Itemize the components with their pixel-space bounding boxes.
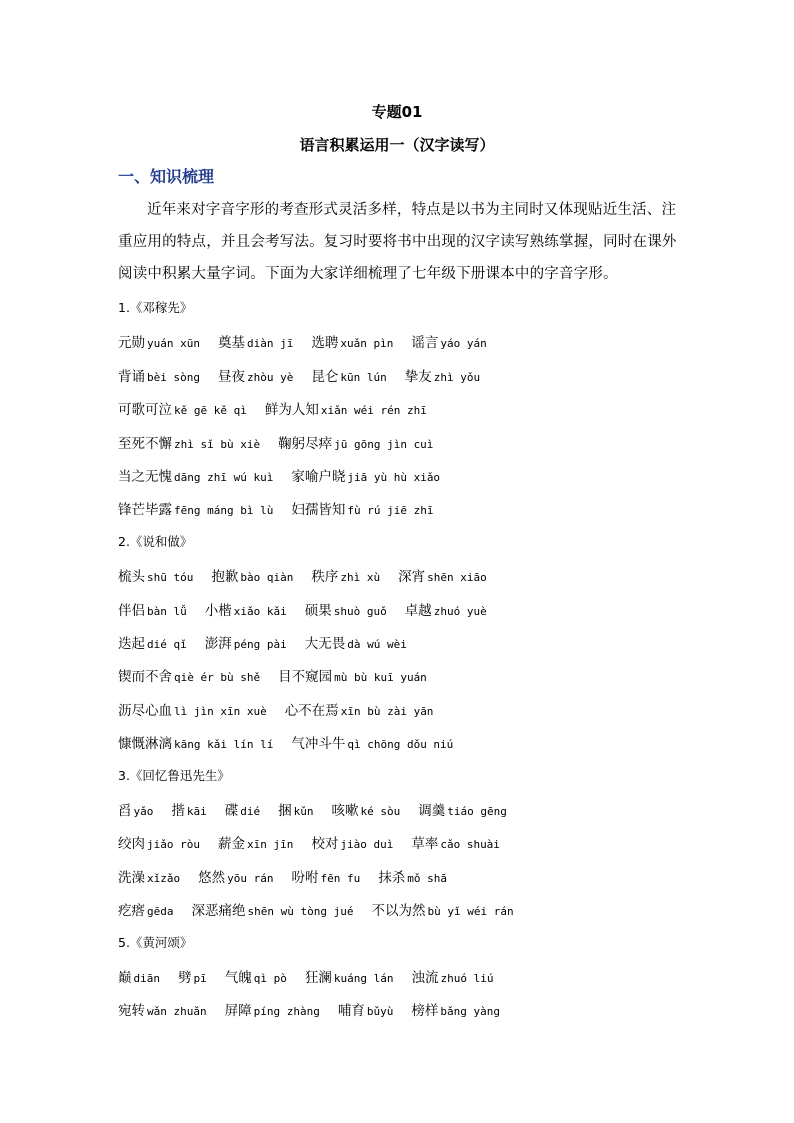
vocab-pinyin: qiè ér bù shě <box>174 671 261 685</box>
vocab-item <box>411 832 500 852</box>
vocab-pinyin: jiào duì <box>340 838 394 852</box>
vocab-pinyin: bù yǐ wéi rán <box>427 905 514 919</box>
vocab-word: 劈 <box>178 970 192 986</box>
vocab-word: 选聘 <box>311 335 339 352</box>
vocab-word: 当之无愧 <box>118 469 172 485</box>
vocab-word: 秩序 <box>311 569 339 586</box>
vocab-word: 谣言 <box>411 335 439 352</box>
vocab-pinyin: qì pò <box>253 972 287 985</box>
vocab-item <box>285 699 434 719</box>
vocab-word: 家喻户晓 <box>291 469 346 485</box>
vocab-pinyin: yáo yán <box>440 337 487 351</box>
vocab-item <box>118 799 153 819</box>
vocab-pinyin: zhì sǐ bù xiè <box>174 437 261 451</box>
vocab-pinyin: zhuó liú <box>440 972 494 985</box>
vocab-word: 悠然 <box>198 869 226 886</box>
vocab-pinyin: zhì yǒu <box>433 370 481 384</box>
vocab-pinyin: bèi sòng <box>147 370 200 384</box>
vocab-pinyin: fēng máng bì lù <box>174 504 274 518</box>
vocab-word: 碟 <box>224 803 239 819</box>
vocab-word: 挚友 <box>404 368 432 385</box>
vocab-pinyin: kě gē kě qì <box>174 404 247 418</box>
vocab-row <box>118 832 518 854</box>
document-subtitle: 语言积累运用一（汉字读写） <box>299 136 495 154</box>
vocab-word: 心不在焉 <box>284 702 339 719</box>
vocab-pinyin: xīn bù zài yān <box>340 704 434 718</box>
vocab-word: 气魄 <box>224 970 252 986</box>
vocab-row <box>118 799 525 821</box>
vocab-word: 昼夜 <box>217 368 245 385</box>
vocab-row <box>118 498 451 520</box>
vocab-item <box>411 999 500 1019</box>
vocab-word: 昆仑 <box>311 368 339 385</box>
vocab-word: 迭起 <box>118 636 145 652</box>
vocab-item <box>278 432 433 452</box>
vocab-pinyin: zhòu yè <box>246 370 294 384</box>
vocab-pinyin: kuáng lán <box>333 972 394 985</box>
vocab-row <box>118 465 458 487</box>
vocab-pinyin: xuǎn pìn <box>340 337 394 351</box>
vocab-pinyin: shuò guǒ <box>333 604 387 618</box>
vocab-pinyin: dà wú wèi <box>347 638 407 651</box>
vocab-word: 吩咐 <box>291 869 319 886</box>
vocab-item <box>332 799 401 819</box>
lesson-heading: 2.《说和做》 <box>118 533 193 549</box>
vocab-pinyin: pī <box>193 972 207 985</box>
vocab-pinyin: ké sòu <box>360 805 401 818</box>
vocab-pinyin: tiáo gēng <box>447 805 507 818</box>
vocab-word: 洗澡 <box>118 869 145 886</box>
vocab-word: 元勋 <box>118 335 145 352</box>
vocab-pinyin: yuán xūn <box>147 337 200 351</box>
vocab-pinyin: jiā yù hù xiǎo <box>347 471 441 484</box>
vocab-item <box>118 899 174 919</box>
vocab-word: 沥尽心血 <box>118 702 172 719</box>
vocab-word: 榜样 <box>411 1003 439 1020</box>
vocab-item <box>118 866 180 886</box>
vocab-item <box>118 331 200 351</box>
lesson-heading: 5.《黄河颂》 <box>118 934 193 950</box>
vocab-pinyin: jiǎo ròu <box>147 838 200 852</box>
vocab-item <box>218 365 293 385</box>
vocab-word: 薪金 <box>217 836 245 853</box>
vocab-word: 屏障 <box>224 1003 252 1020</box>
vocab-pinyin: wǎn zhuǎn <box>147 1005 207 1019</box>
vocab-item <box>291 866 360 886</box>
vocab-word: 澎湃 <box>204 636 232 652</box>
vocab-item <box>311 565 380 585</box>
vocab-word: 鲜为人知 <box>264 402 319 419</box>
vocab-word: 抹杀 <box>378 869 406 886</box>
vocab-item <box>118 832 200 852</box>
vocab-row <box>118 665 445 687</box>
vocab-pinyin: dié <box>240 805 261 818</box>
vocab-item <box>291 498 433 518</box>
vocab-item <box>211 565 293 585</box>
vocab-word: 慷慨淋漓 <box>118 736 172 753</box>
vocab-item <box>118 966 160 986</box>
vocab-item <box>418 799 507 819</box>
vocab-row <box>118 331 505 353</box>
vocab-row <box>118 966 511 988</box>
vocab-item <box>405 365 480 385</box>
vocab-item <box>305 599 387 619</box>
vocab-item <box>278 799 313 819</box>
vocab-item <box>118 565 193 585</box>
vocab-pinyin: zhì xù <box>340 571 381 585</box>
vocab-item <box>305 966 394 986</box>
vocab-pinyin: píng zhàng <box>253 1005 320 1019</box>
vocab-item <box>198 866 273 886</box>
vocab-word: 不以为然 <box>371 903 426 920</box>
vocab-pinyin: shēn xiāo <box>427 571 487 585</box>
vocab-item <box>118 465 273 485</box>
vocab-item <box>291 465 440 485</box>
vocab-word: 捆 <box>278 803 292 819</box>
vocab-word: 伴侣 <box>118 602 145 619</box>
vocab-item <box>118 632 187 652</box>
intro-paragraph: 近年来对字音字形的考查形式灵活多样，特点是以书为主同时又体现贴近生活、注重应用的特点，并且会考写法。复习时要将书中出现的汉字读写熟练掌握，同时在课外阅读中积累大量字词。下面为大家详细梳理了七年级下册课本中的字音字形。 <box>118 202 677 282</box>
vocab-pinyin: fù rú jiē zhī <box>347 504 434 518</box>
vocab-item <box>205 632 287 652</box>
vocab-row <box>118 699 451 721</box>
vocab-pinyin: gēda <box>147 905 174 919</box>
vocab-pinyin: qì chōng dǒu niú <box>347 738 454 752</box>
vocab-row <box>118 866 465 888</box>
vocab-word: 狂澜 <box>304 970 332 986</box>
vocab-item <box>118 732 273 752</box>
vocab-item <box>118 699 267 719</box>
vocab-word: 妇孺皆知 <box>291 502 346 519</box>
vocab-word: 奠基 <box>217 335 245 352</box>
vocab-item <box>192 899 354 919</box>
vocab-pinyin: dié qǐ <box>147 638 187 651</box>
vocab-item <box>171 799 206 819</box>
vocab-pinyin: kūn lún <box>340 370 387 384</box>
vocab-pinyin: diàn jī <box>246 337 294 351</box>
vocab-pinyin: yǎo <box>133 805 154 818</box>
vocab-item <box>338 999 394 1019</box>
vocab-item <box>311 331 393 351</box>
vocab-pinyin: xīn jīn <box>246 838 294 852</box>
vocab-row <box>118 432 451 454</box>
vocab-word: 调羹 <box>418 803 446 819</box>
vocab-pinyin: shēn wù tòng jué <box>247 905 354 919</box>
vocab-word: 深恶痛绝 <box>191 903 246 920</box>
vocab-item <box>205 599 287 619</box>
vocab-row <box>118 599 505 621</box>
vocab-pinyin: mǒ shā <box>407 871 447 885</box>
vocab-word: 锲而不舍 <box>118 669 172 686</box>
vocab-word: 哺育 <box>337 1003 365 1020</box>
vocab-word: 气冲斗牛 <box>291 736 346 753</box>
vocab-row <box>118 365 498 387</box>
vocab-pinyin: kǔn <box>293 805 314 818</box>
vocab-word: 梳头 <box>118 569 145 586</box>
vocab-item <box>118 599 187 619</box>
vocab-pinyin: bǔyù <box>366 1005 394 1019</box>
vocab-item <box>118 432 260 452</box>
vocab-row <box>118 565 505 587</box>
vocab-item <box>118 498 273 518</box>
vocab-pinyin: jū gōng jìn cuì <box>334 437 434 451</box>
vocab-item <box>398 565 487 585</box>
vocab-word: 目不窥园 <box>278 669 333 686</box>
vocab-item <box>118 398 247 418</box>
vocab-item <box>405 599 487 619</box>
vocab-word: 小楷 <box>204 602 232 619</box>
document-title: 专题01 <box>371 103 423 121</box>
lesson-heading: 1.《邓稼先》 <box>118 300 193 315</box>
vocab-pinyin: bào qiàn <box>240 571 294 585</box>
vocab-item <box>311 365 386 385</box>
vocab-pinyin: diān <box>133 972 160 985</box>
vocab-item <box>218 331 293 351</box>
vocab-item <box>411 966 493 986</box>
vocab-word: 揩 <box>171 803 185 819</box>
vocab-word: 浊流 <box>411 970 439 986</box>
vocab-word: 可歌可泣 <box>118 402 172 419</box>
vocab-item <box>225 799 260 819</box>
vocab-item <box>218 832 293 852</box>
vocab-row <box>118 999 518 1021</box>
vocab-pinyin: kāi <box>186 805 207 818</box>
vocab-word: 鞠躬尽瘁 <box>278 435 333 452</box>
lesson-heading: 3.《回忆鲁迅先生》 <box>118 767 230 783</box>
vocab-pinyin: bàn lǚ <box>147 604 187 618</box>
vocab-item <box>118 365 200 385</box>
vocab-row <box>118 632 425 654</box>
vocab-pinyin: cǎo shuài <box>440 838 500 852</box>
vocab-word: 草率 <box>411 836 439 853</box>
vocab-word: 硕果 <box>304 602 332 619</box>
vocab-word: 卓越 <box>404 602 432 619</box>
vocab-item <box>265 398 427 418</box>
vocab-item <box>378 866 447 886</box>
vocab-word: 背诵 <box>118 368 145 385</box>
vocab-word: 抱歉 <box>211 569 239 586</box>
vocab-row <box>118 398 445 420</box>
vocab-word: 至死不懈 <box>118 435 172 452</box>
vocab-pinyin: péng pài <box>233 638 287 651</box>
vocab-pinyin: lì jìn xīn xuè <box>174 704 267 718</box>
vocab-pinyin: xǐzǎo <box>147 871 181 885</box>
vocab-item <box>411 331 486 351</box>
vocab-word: 大无畏 <box>304 636 346 652</box>
vocab-pinyin: zhuó yuè <box>433 604 487 618</box>
vocab-word: 舀 <box>118 803 132 819</box>
section-title: 一、知识梳理 <box>118 167 215 186</box>
vocab-item <box>311 832 393 852</box>
vocab-pinyin: shū tóu <box>147 571 194 585</box>
vocab-pinyin: xiǎn wéi rén zhī <box>320 404 427 418</box>
vocab-pinyin: yōu rán <box>227 871 274 885</box>
vocab-item <box>278 665 427 685</box>
vocab-item <box>291 732 453 752</box>
vocab-pinyin: bǎng yàng <box>440 1005 500 1019</box>
vocab-word: 疙瘩 <box>118 903 145 920</box>
vocab-word: 校对 <box>311 836 339 853</box>
vocab-item <box>371 899 513 919</box>
vocab-word: 咳嗽 <box>331 803 359 819</box>
vocab-word: 锋芒毕露 <box>118 502 172 519</box>
vocab-item <box>305 632 407 652</box>
vocab-item <box>118 999 207 1019</box>
vocab-item <box>118 665 260 685</box>
vocab-pinyin: dāng zhī wú kuì <box>174 471 274 484</box>
vocab-pinyin: mù bù kuī yuán <box>334 671 427 685</box>
vocab-word: 巅 <box>118 970 132 986</box>
vocab-item <box>225 966 287 986</box>
vocab-row <box>118 732 471 754</box>
vocab-word: 深宵 <box>398 569 426 586</box>
vocab-item <box>178 966 207 986</box>
vocab-pinyin: xiǎo kǎi <box>233 604 287 618</box>
vocab-word: 宛转 <box>118 1003 145 1020</box>
vocab-pinyin: fēn fu <box>320 871 361 885</box>
vocab-item <box>225 999 320 1019</box>
vocab-word: 绞肉 <box>118 836 145 853</box>
vocab-pinyin: kāng kǎi lín lí <box>174 738 274 752</box>
vocab-row <box>118 899 532 921</box>
